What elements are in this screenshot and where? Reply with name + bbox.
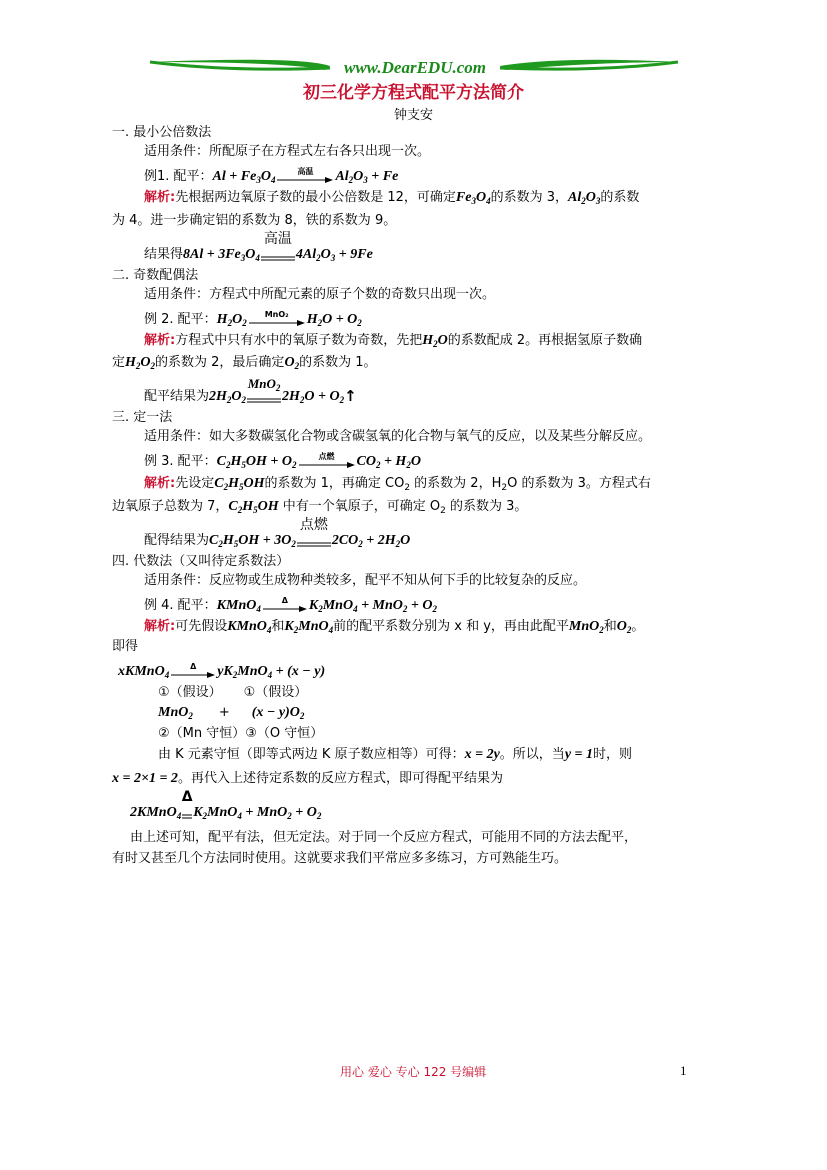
example-3: 例 3. 配平： $C_2H_5OH + O_2$ 点燃 $CO_2 + H_2O$: [144, 452, 421, 470]
analysis-4-line1: 解析:可先假设KMnO$_4$和$K_2MnO_4$前的配平系数分别为 x 和 y，再由此配平MnO$_2$和$O_2$。: [144, 619, 645, 635]
analysis-2-line1: 解析:方程式中只有水中的氧原子数为奇数，先把$H_2O$的系数配成 2。再根据氢原子数确: [144, 333, 643, 349]
assumption-terms: $MnO_2 + (x - y)O_2$: [158, 705, 305, 721]
algebra-equation: xKMnO$_4$ Δ $yK_2MnO_4 + (x - y)$: [118, 662, 326, 680]
result-1: 结果得 $8Al + 3Fe_3O_4$ 高温 $4Al_2O_3 + 9Fe$: [144, 231, 373, 263]
gas-up-arrow: ↑: [344, 387, 357, 405]
site-url: www.DearEDU.com: [344, 58, 486, 77]
reaction-arrow: Δ: [171, 664, 215, 680]
conservation-labels: ②（Mn 守恒）③（O 守恒）: [158, 726, 324, 741]
example-1: 例1. 配平： $Al + Fe_3O_4$ 高温 $Al_2O_3 + Fe$: [144, 167, 399, 185]
analysis-4-line2: 即得: [112, 639, 139, 654]
section-1-heading: 一. 最小公倍数法: [112, 125, 212, 140]
section-1-condition: 适用条件：所配原子在方程式左右各只出现一次。: [144, 144, 431, 159]
result-4: 2KMnO$_4$ Δ $K_2MnO_4 + MnO_2 + O_2$: [130, 789, 322, 821]
document-body: [112, 124, 718, 867]
k-conservation-line2: x = 2×1 = 2。再代入上述待定系数的反应方程式，即可得配平结果为: [112, 771, 503, 786]
reaction-arrow: 点燃: [299, 454, 355, 470]
result-2: 配平结果为 $2H_2O_2$ MnO$_2$ $2H_2O + O_2$ ↑: [144, 376, 357, 405]
conclusion-line2: 有时又甚至几个方法同时使用。这就要求我们平常应多多练习，方可熟能生巧。: [112, 851, 568, 866]
section-3-heading: 三. 定一法: [112, 410, 173, 425]
assumption-labels: ①（假设） ①（假设）: [158, 685, 308, 700]
example-4: 例 4. 配平： KMnO$_4$ Δ $K_2MnO_4 + MnO_2 + O_2$: [144, 596, 437, 614]
page-footer: [0, 1063, 827, 1083]
equals-with-condition: 高温: [263, 231, 292, 247]
author-name: 钟支安: [393, 108, 433, 123]
section-2-condition: 适用条件：方程式中所配元素的原子个数的奇数只出现一次。: [144, 287, 496, 302]
reaction-arrow: Δ: [263, 598, 307, 614]
result-3: 配得结果为 $C_2H_5OH + 3O_2$ 点燃 $2CO_2 + 2H_2O$: [144, 517, 411, 549]
k-conservation-line1: 由 K 元素守恒（即等式两边 K 原子数应相等）可得：x = 2y。所以，当y = 1时，则: [158, 747, 633, 762]
footer-text: 用心 爱心 专心 122 号编辑: [340, 1065, 487, 1079]
document-title: 初三化学方程式配平方法简介: [303, 83, 524, 103]
section-3-condition: 适用条件：如大多数碳氢化合物或含碳氢氧的化合物与氧气的反应，以及某些分解反应。: [144, 429, 652, 444]
reaction-arrow: MnO₂: [249, 312, 305, 328]
analysis-1-line1: 解析:先根据两边氧原子数的最小公倍数是 12，可确定$Fe_3O_4$的系数为 3，$Al_2O_3$的系数: [144, 190, 640, 206]
equals-with-catalyst: MnO$_2$: [247, 376, 281, 393]
example-2: 例 2. 配平： $H_2O_2$ MnO₂ $H_2O + O_2$: [144, 310, 362, 328]
page-number: 1: [680, 1063, 687, 1078]
analysis-1-line2: 为 4。进一步确定铝的系数为 8，铁的系数为 9。: [112, 213, 397, 228]
analysis-3-line2: 边氧原子总数为 7，$C_2H_5OH$ 中有一个氧原子，可确定 $O_2$ 的系数为 3。: [112, 499, 528, 516]
reaction-arrow: 高温: [277, 169, 333, 185]
analysis-3-line1: 解析:先设定$C_2H_5OH$的系数为 1，再确定 $CO_2$ 的系数为 2，$H_2O$ 的系数为 3。方程式右: [144, 476, 651, 493]
equals-with-condition: 点燃: [299, 517, 328, 533]
conclusion-line1: 由上述可知，配平有法，但无定法。对于同一个反应方程式，可能用不同的方法去配平，: [130, 830, 638, 845]
equation-1: $Al + Fe_3O_4$: [212, 169, 276, 185]
section-2-heading: 二. 奇数配偶法: [112, 268, 199, 283]
section-4-heading: 四. 代数法（又叫待定系数法）: [112, 554, 290, 569]
analysis-2-line2: 定$H_2O_2$的系数为 2，最后确定$O_2$的系数为 1。: [112, 355, 377, 371]
equals-with-heat: Δ: [181, 789, 193, 805]
section-4-condition: 适用条件：反应物或生成物种类较多，配平不知从何下手的比较复杂的反应。: [144, 573, 587, 588]
